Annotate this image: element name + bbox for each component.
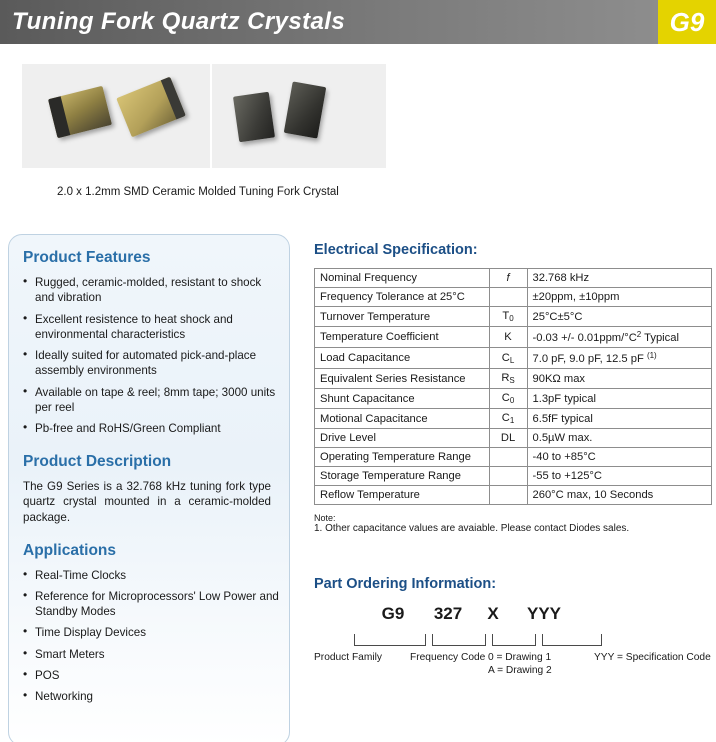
label-specification-code: YYY = Specification Code	[594, 652, 711, 663]
label-drawing-2: A = Drawing 2	[488, 665, 552, 676]
product-features-list	[23, 275, 279, 437]
crystal-package-icon	[48, 86, 112, 138]
spec-parameter: Nominal Frequency	[315, 269, 490, 288]
note-text: 1. Other capacitance values are avaiable. Please contact Diodes sales.	[314, 523, 630, 534]
spec-parameter: Shunt Capacitance	[315, 389, 490, 409]
list-item: • Rugged, ceramic-molded, resistant to shock and vibration	[23, 275, 279, 306]
table-row	[315, 467, 712, 486]
table-row	[315, 348, 712, 369]
code-specification: YYY	[526, 604, 562, 623]
spec-parameter: Drive Level	[315, 429, 490, 448]
photo-caption: 2.0 x 1.2mm SMD Ceramic Molded Tuning Fork Crystal	[57, 186, 339, 198]
spec-value: 25°C±5°C	[527, 307, 712, 327]
left-info-panel	[8, 234, 290, 742]
electrical-spec-heading: Electrical Specification:	[314, 242, 478, 258]
spec-value: 32.768 kHz	[527, 269, 712, 288]
list-item: • Available on tape & reel; 8mm tape; 3000 units per reel	[23, 385, 279, 416]
spec-symbol: $T_0$	[489, 307, 527, 327]
list-item: • Time Display Devices	[23, 625, 279, 640]
note-label: Note:	[314, 513, 336, 523]
spec-symbol: $R_S$	[489, 369, 527, 389]
table-row	[315, 327, 712, 348]
list-item: • Pb-free and RoHS/Green Compliant	[23, 421, 279, 436]
table-row	[315, 369, 712, 389]
applications-list	[23, 568, 279, 705]
spec-value: 90KΩ max	[527, 369, 712, 389]
spec-symbol	[489, 288, 527, 307]
spec-symbol: $C_0$	[489, 389, 527, 409]
spec-parameter: Turnover Temperature	[315, 307, 490, 327]
list-item: • Real-Time Clocks	[23, 568, 279, 583]
spec-value: -40 to +85°C	[527, 448, 712, 467]
product-photo-gold	[22, 64, 210, 168]
spec-value: ±20ppm, ±10ppm	[527, 288, 712, 307]
list-item: • Excellent resistence to heat shock and environmental characteristics	[23, 312, 279, 343]
spec-parameter: Load Capacitance	[315, 348, 490, 369]
spec-value: -0.03 +/- $0.01ppm/^\circ C^2$ Typical	[527, 327, 712, 348]
code-drawing: X	[487, 604, 499, 623]
spec-value: 7.0 pF, 9.0 pF, 12.5 pF $^{(1)}$	[527, 348, 712, 369]
spec-parameter: Equivalent Series Resistance	[315, 369, 490, 389]
spec-value: 260°C max, 10 Seconds	[527, 486, 712, 505]
table-row	[315, 448, 712, 467]
table-row	[315, 429, 712, 448]
spec-parameter: Motional Capacitance	[315, 409, 490, 429]
label-drawing-1: 0 = Drawing 1	[488, 652, 552, 663]
part-number-codes	[314, 604, 714, 630]
product-photo-dark	[212, 64, 386, 168]
table-row	[315, 389, 712, 409]
bracket-specification	[542, 634, 602, 646]
table-row	[315, 269, 712, 288]
spec-symbol: $C_1$	[489, 409, 527, 429]
spec-symbol	[489, 448, 527, 467]
spec-parameter: Storage Temperature Range	[315, 467, 490, 486]
series-badge: G9	[658, 0, 716, 44]
table-row	[315, 409, 712, 429]
crystal-package-icon	[233, 92, 275, 143]
spec-symbol: f	[489, 269, 527, 288]
spec-parameter: Temperature Coefficient	[315, 327, 490, 348]
electrical-spec-table	[314, 268, 712, 505]
product-description-heading: Product Description	[23, 452, 172, 470]
part-number-diagram	[314, 604, 714, 714]
page-title: Tuning Fork Quartz Crystals	[12, 8, 346, 35]
spec-value: 6.5fF typical	[527, 409, 712, 429]
spec-parameter: Reflow Temperature	[315, 486, 490, 505]
crystal-package-icon	[116, 77, 186, 138]
bracket-frequency	[432, 634, 486, 646]
label-frequency-code: Frequency Code	[410, 652, 486, 663]
ordering-info-heading: Part Ordering Information:	[314, 576, 497, 592]
crystal-package-icon	[284, 81, 327, 138]
page-header	[0, 0, 716, 44]
bracket-drawing	[492, 634, 536, 646]
label-product-family: Product Family	[314, 652, 382, 663]
table-row	[315, 288, 712, 307]
product-photos	[22, 64, 386, 168]
table-row	[315, 486, 712, 505]
table-row	[315, 307, 712, 327]
spec-value: 0.5µW max.	[527, 429, 712, 448]
spec-parameter: Frequency Tolerance at 25°C	[315, 288, 490, 307]
product-description-text: The G9 Series is a 32.768 kHz tuning fork type quartz crystal mounted in a ceramic-molded package.	[23, 479, 271, 524]
spec-value: 1.3pF typical	[527, 389, 712, 409]
code-frequency: 327	[433, 604, 463, 623]
spec-symbol: $C_L$	[489, 348, 527, 369]
spec-symbol	[489, 467, 527, 486]
list-item: • Reference for Microprocessors' Low Power and Standby Modes	[23, 589, 279, 620]
spec-value: -55 to +125°C	[527, 467, 712, 486]
product-features-heading: Product Features	[23, 249, 151, 266]
list-item: • Networking	[23, 689, 279, 704]
spec-parameter: Operating Temperature Range	[315, 448, 490, 467]
list-item: • Ideally suited for automated pick-and-place assembly environments	[23, 348, 279, 379]
list-item: • Smart Meters	[23, 647, 279, 662]
spec-symbol: K	[489, 327, 527, 348]
applications-heading: Applications	[23, 541, 117, 559]
spec-symbol: DL	[489, 429, 527, 448]
code-product-family: G9	[381, 604, 405, 623]
spec-symbol	[489, 486, 527, 505]
bracket-product-family	[354, 634, 426, 646]
list-item: • POS	[23, 668, 279, 683]
